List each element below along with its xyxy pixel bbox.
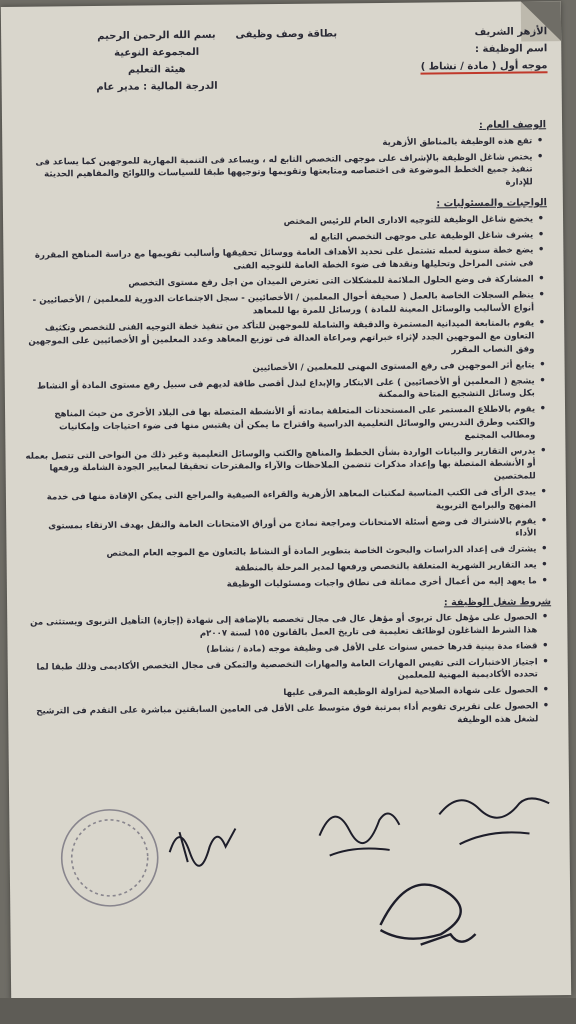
list-item: • يختص شاغل الوظيفة بالإشراف على موجهى التخصص التابع له ، ويساعد فى التنمية المهارية للموجهين كما يساعد فى تنفيذ جميع الخطط الموضوعة فى اختصاصه ومتابعتها وتقويمها وتوجيهها طبقا للسياسات واللوائح والمفاهيم الحديثة للإدارة [20,151,532,195]
signature-middle [319,813,399,855]
signature-left [169,829,235,867]
header-basmala: بسم الله الرحمن الرحيم [97,29,216,42]
header-institution: الأزهر الشريف [474,26,548,38]
list-item: • يضع خطة سنوية لعمله تشتمل على تحديد الأهداف العامة ووسائل تحقيقها وأساليب تقويمها مع دراسة المناهج المقررة فى شتى المراحل وتحليلها ونقدها فى ضوء الخطة العامة للتوجيه الفنى [21,245,533,276]
document-header [15,23,548,119]
list-item: • الحصول على تقريرى تقويم أداء بمرتبة فوق متوسط على الأقل فى العامين السابقتين مباشرة على التقدم فى الترشيح لشغل هذه الوظيفة [26,700,538,731]
list-item: • يعد التقارير الشهرية المتعلقة بالتخصص ورفعها لمدير المرحلة بالمنطقة [25,559,537,577]
list-item: • ما يعهد إليه من أعمال أخرى مماثلة فى نطاق واجبات ومسئوليات الوظيفة [25,575,537,593]
list-item: • يشجع ( المعلمين أو الأخصائيين ) على الابتكار والإبداع لبذل أقصى طاقة لديهم فى سبيل رفع مستوى المادة أو النشاط بكل وسائل التشجيع المتاحة والممكنة [23,375,535,406]
header-group: المجموعة النوعية [114,46,200,59]
signature-bottom [380,884,476,945]
section-title: شروط شغل الوظيفة : [443,595,552,608]
header-left-block [96,27,218,96]
section-duties [21,197,551,593]
header-right-block [420,23,547,75]
section-title: الواجبات والمسئوليات : [436,197,547,210]
list-item: • يقوم بالمتابعة الميدانية المستمرة والدقيقة والشاملة للموجهين للتأكد من تنفيذ خطة التوجيه الفنى للتخصص وتكثيف التعاون مع الموجهين الجدد لإثراء خبراتهم ومراعاة العدالة فى توزيع المعاهد وعدد المعلمين أو الأخصائيين على الموجهين وفق النصاب المقرر [22,318,534,362]
document-page [1,1,571,1001]
section-general [20,119,547,194]
list-item: • يتابع أثر الموجهين فى رفع المستوى المهنى للمعلمين / الأخصائيين [23,359,535,377]
header-job-title-label: اسم الوظيفة : [474,43,548,55]
section-list [20,135,547,195]
section-list [21,213,551,593]
header-card-title: بطاقة وصف وظيفى [235,28,338,41]
list-item: • يشترك فى إعداد الدراسات والبحوث الخاصة بتطوير المادة أو النشاط بالتعاون مع الموجه العام المختص [24,543,536,561]
list-item: • الحصول على شهادة الصلاحية لمزاولة الوظيفة المرقى عليها [26,685,538,703]
list-item: • اجتياز الاختبارات التى تقيس المهارات العامة والمهارات التخصصية والتمكن فى مجال التخصص الأكاديمى وذلك طبقا لما تحدده الأكاديمية المهنية للمعلمين [26,656,538,687]
list-item: • يقوم بالاطلاع المستمر على المستحدثات المتعلقة بمادته أو الأنشطة المتصلة بها فى البلاد الأخرى من حيث المناهج والكتب وطرق التدريس والوسائل التعليمية الدراسية واقتراح ما يمكن أن يقتبس منها فى ضوء احتياجات وإمكانيات ومطالب المجتمع [23,404,535,448]
section-list [25,612,552,732]
list-item: • قضاء مدة بينية قدرها خمس سنوات على الأقل فى وظيفة موجه (مادة / نشاط) [26,640,538,658]
section-title: الوصف العام : [478,119,547,131]
official-stamp [61,809,158,906]
signatures-area [19,773,571,989]
header-authority: هيئة التعليم [127,64,186,76]
header-grade: الدرجة المالية : مدير عام [96,80,218,93]
list-item: • الحصول على مؤهل عال تربوى أو مؤهل عال فى مجال تخصصه بالإضافة إلى شهادة (إجازة) التأهيل التربوى ويستثنى من هذا الشرط الشاغلون لوظائف تعليمية فى تاريخ العمل بالقانون ١٥٥ لسنة ٢٠٠٧م [25,612,537,643]
list-item: • يقوم بالاشتراك فى وضع أسئلة الامتحانات ومراجعة نماذج من أوراق الامتحانات العامة والنقل بهدف الارتقاء بمستوى الأداء [24,515,536,546]
header-job-title-text: موجه أول ( مادة / نشاط ) [420,60,548,73]
list-item: • المشاركة فى وضع الحلول الملائمة للمشكلات التى تعترض الميدان من اجل رفع مستوى التخصص [22,273,534,291]
header-job-title [421,57,548,75]
list-item: • ينظم السجلات الخاصة بالعمل ( صحيفة أحوال المعلمين / الأخصائيين - سجل الاجتماعات الدورية للمعلمين / الأخصائيين - أنواع الأساليب والوسائل المعينة للمادة ) ورسائل للمرة بها للمعاهد [22,289,534,320]
document-body [20,111,552,734]
list-item: • يخضع شاغل الوظيفة للتوجيه الادارى العام للرئيس المختص [21,213,533,231]
list-item: • يدرس التقارير والبيانات الواردة بشأن الخطط والمناهج والكتب والوسائل التعليمية وغير ذلك من النواحى التى تتصل بعمله أو الأنشطة المتصلة بها وإعداد مذكرات تتضمن الملاحظات والآراء والمقترحات تحقيقا لمعايير الجودة الشاملة ورفعها للمختصين [23,445,535,489]
section-requirements [25,596,552,732]
list-item: • يبدى الرأى فى الكتب المناسبة لمكتبات المعاهد الأزهرية والقراءة الصيفية والمراجع التى يمكن الإفادة منها فى خدمة المنهج والبرامج التربوية [24,486,536,517]
list-item: • تقع هذه الوظيفة بالمناطق الأزهرية [20,135,532,153]
list-item: • يشرف شاغل الوظيفة على موجهى التخصص التابع له [21,229,533,247]
signature-right [439,798,549,844]
photo-background [0,998,576,1024]
